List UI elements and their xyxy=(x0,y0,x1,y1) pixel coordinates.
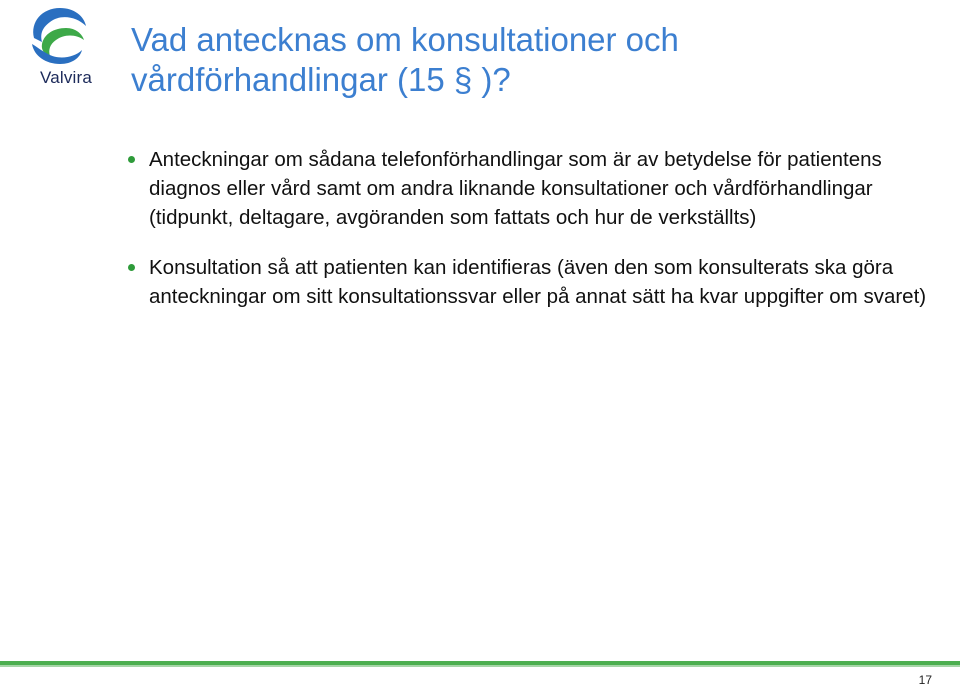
bullet-item xyxy=(128,253,928,311)
title-line-2: vårdförhandlingar (15 § )? xyxy=(131,61,511,98)
bullet-text: Anteckningar om sådana telefonförhandlingar som är av betydelse för patientens diagnos eller vård samt om andra liknande konsultationer och vårdförhandlingar (tidpunkt, deltagare, avgöranden som fattats och hur de verkställts) xyxy=(149,148,882,229)
page-number: 17 xyxy=(918,673,932,687)
valvira-logo xyxy=(20,4,110,96)
valvira-swirl-icon xyxy=(20,4,92,66)
slide-title xyxy=(131,20,931,100)
bullet-list xyxy=(128,145,928,311)
bullet-text: Konsultation så att patienten kan identifieras (även den som konsulterats ska göra anteckningar om sitt konsultationssvar eller på annat sätt ha kvar uppgifter om svaret) xyxy=(149,256,927,308)
footer-rule-shadow xyxy=(0,665,960,667)
bullet-item xyxy=(128,145,928,232)
bullet-dot-icon xyxy=(128,156,135,163)
bullet-dot-icon xyxy=(128,264,135,271)
logo-text: Valvira xyxy=(39,68,93,87)
title-line-1: Vad antecknas om konsultationer och xyxy=(131,21,679,58)
